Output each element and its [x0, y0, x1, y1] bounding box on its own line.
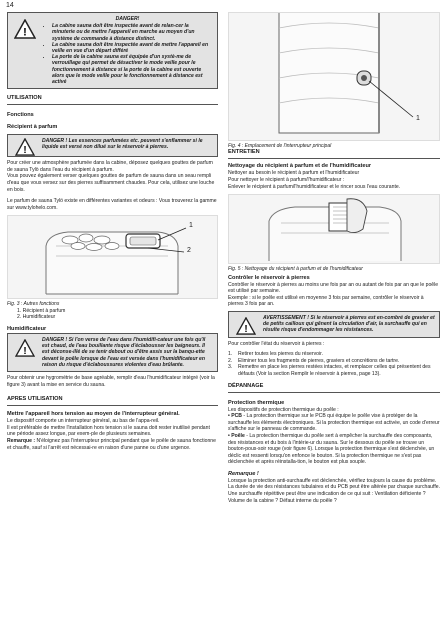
fig4-caption: Fig. 4 : Emplacement de l'interrupteur principal — [228, 143, 332, 149]
warning-icon — [8, 135, 42, 156]
pcb-label: • PCB — [228, 413, 242, 420]
sauna-heater-top-illustration — [8, 216, 217, 298]
poele-text: - La protection thermique du poêle sert à empêcher la surchauffe des composants, des résistances et du bois à l'intérie-ur du sauna. Sur le dessous du poêle se trouve un bouton-pous-soir rouge (voir figure 6). Lorsque la protection thermique s'est déclenchée, un déclic est ressenti lorsqu'on enfonce le bouton. Si la protection thermique ne s'est pas déclenchée et après réinstalla-tion, le bouton est plus souple. — [228, 432, 435, 466]
page-number: 14 — [6, 2, 14, 9]
fig3-item: 1. Récipient à parfum — [17, 307, 66, 314]
figure-4 — [228, 12, 440, 141]
apres-remark — [7, 438, 218, 451]
remark-label: Remarque : — [7, 437, 36, 444]
reservoir-heading: Contrôler le réservoir à pierres — [228, 274, 310, 281]
poele-paragraph — [228, 433, 440, 466]
svg-text:!: ! — [23, 145, 27, 157]
nettoyage-line: Pour nettoyer le récipient à parfum/l'humidificateur : — [228, 177, 345, 183]
left-column — [7, 12, 218, 451]
figure-3 — [7, 215, 218, 299]
poele-label: • Poêle — [228, 432, 245, 439]
callout-1: 1 — [416, 115, 420, 122]
reservoir-warning-text: AVERTISSEMENT ! Si le réservoir à pierres est en-combré de gravier et de petits cailloux qui gênent la circulation d'air, la surchauffe qui en résulte risque d'endommager les résistances. — [263, 314, 435, 334]
reservoir-intro: Pour contrôler l'état du réservoir à pierres : — [228, 340, 325, 347]
humidificateur-warning-text: DANGER ! Si l'on verse de l'eau dans l'humidifi-cateur une fois qu'il est chaud, de l'eau bouillante risque d'éclabousser les baigneurs. Il est déconse-illé de se tenir debout ou d'être assis sur la banqu-ette devant le poêle lorsque de l'eau est versée dans l'humidificateur en raison du risque d'éclaboussures violentes d'eau brûlante. — [42, 336, 206, 368]
nettoyage-line: Enlever le récipient à parfum/l'humidificateur et le rincer sous l'eau courante. — [228, 183, 401, 190]
reservoir-warning-box — [228, 311, 440, 338]
apres-paragraph: Il est préférable de mettre l'installation hors tension si le sauna doit rester inutilisé pendant une période assez longue, par exem-ple de plusieurs semaines. — [7, 424, 210, 438]
svg-text:!: ! — [244, 323, 248, 335]
reservoir-step — [228, 351, 440, 358]
step-text: Retirer toutes les pierres du réservoir. — [238, 351, 323, 358]
svg-text:!: ! — [23, 345, 27, 357]
protection-heading: Protection thermique — [228, 399, 285, 406]
step-number: 1. — [228, 351, 233, 358]
recipient-heading: Récipient à parfum — [7, 124, 58, 131]
nettoyage-heading: Nettoyage du récipient à parfum et de l'humidificateur — [228, 163, 372, 170]
recipient-warning-text: DANGER ! Les essences parfumées etc. peuvent s'enflammer si le liquide est versé non dilué sur le réservoir à pierres. — [42, 138, 203, 151]
remark-text: N'éloignez pas l'interrupteur principal pendant que le poêle de sauna fonctionne et chauffe, sauf si l'arrêt est nécessai-re en raison d'une panne ou d'une urgence. — [7, 437, 216, 451]
utilisation-heading: UTILISATION — [7, 95, 42, 102]
fig3-item: 2. Humidificateur — [17, 314, 56, 321]
svg-text:!: ! — [23, 26, 27, 39]
danger-title: DANGER! — [115, 16, 140, 22]
protection-intro: Les dispositifs de protection thermique du poêle : — [228, 406, 339, 413]
figure-5 — [228, 194, 440, 264]
remarque-paragraph: Lorsque la protection anti-surchauffe est déclenchée, vérifiez toujours la cause du problème. La durée de vie des résistances tubulaires et du PCB peut être altérée par chaque surchauffe. Une surchauffe répétitive peut être une indication de ce qui suit : Ventilation déficiente ? Volume de la cabine ? Défaut interne du poêle ? — [228, 477, 440, 504]
warning-icon — [8, 13, 42, 88]
right-column — [228, 12, 440, 504]
recipient-paragraph: Le parfum de sauna Tylö existe en différentes variantes et odeurs : Vous trouverez la gamme sur www.tylohelo.com. — [7, 198, 217, 211]
recipient-warning-box — [7, 134, 218, 157]
danger-bullet: • La cabine sauna doit être inspectée avant de mettre l'appareil en veille en vue d'un départ différé — [52, 42, 213, 54]
step-text: Remettre en place les pierres restées intactes, et remplacer celles qui présentent des défauts (Voir la section Remplir le réservoir à pierres, page 13). — [238, 364, 431, 377]
fig3-caption: Fig. 3 : Autres fonctions — [7, 301, 60, 308]
recipient-paragraph: Vous pouvez également verser quelques gouttes de parfum de sauna dans un seau rempli d'eau que vous versez sur des pierres suffisamment chaudes. Pour cela, utilisez une louche en bois. — [7, 173, 215, 193]
remarque-heading: Remarque ! — [228, 470, 259, 477]
divider — [228, 158, 440, 159]
apres-subheading: Mettre l'appareil hors tension au moyen de l'interrupteur général. — [7, 411, 180, 418]
entretien-heading: ENTRETIEN — [228, 149, 260, 156]
divider — [228, 392, 440, 393]
reservoir-step — [228, 364, 440, 377]
humidificateur-heading: Humidificateur — [7, 325, 47, 332]
pcb-text: - La protection thermique sur le PCB qui équipe le poêle vise à protéger de la surchauffe les éléments électroniques. Si la protection thermique est activée, un code d'erreur s'affiche sur le panneau de commande. — [228, 413, 440, 433]
nettoyage-line: Nettoyer au besoin le récipient à parfum et l'humidificateur — [228, 170, 360, 177]
recipient-paragraph: Pour créer une atmosphère parfumée dans la cabine, déposez quelques gouttes de parfum de sauna Tylö dans l'eau du récipient à parfum. — [7, 160, 213, 173]
step-number: 3. — [228, 364, 233, 371]
warning-icon — [229, 312, 263, 337]
apres-heading: APRES UTILISATION — [7, 396, 63, 403]
callout-2: 2 — [187, 247, 191, 255]
pcb-paragraph — [228, 413, 440, 433]
apres-paragraph: Le dispositif comporte un interrupteur général, au bas de l'appa-reil. — [7, 418, 160, 425]
humidificateur-warning-box — [7, 333, 218, 372]
warning-icon — [8, 334, 42, 371]
reservoir-paragraph: Exemple : si le poêle est utilisé en moyenne 3 fois par semaine, contrôler le réservoir à pierres 3 fois par an. — [228, 294, 424, 308]
danger-bullet: • La cabine sauna doit être inspectée avant de relan-cer la minuterie ou de mettre l'appareil en marche au moyen d'un système de commande à distance distinct. — [52, 23, 213, 42]
fig5-caption: Fig. 5 : Nettoyage du récipient à parfum et de l'humidificateur — [228, 266, 363, 273]
fonctions-heading: Fonctions — [7, 112, 34, 119]
divider — [7, 405, 218, 406]
step-number: 2. — [228, 357, 233, 364]
danger-bullet: • La porte de la cabine sauna est équipée d'un systè-me de verrouillage qui permet de désactiver le mode veille pour le fonctionnement à distance si la porte de la cabine est ouverte alors que le mode veille pour le fonctionnement à distance est activé — [52, 54, 213, 85]
depannage-heading: DÉPANNAGE — [228, 382, 264, 389]
danger-box — [7, 12, 218, 89]
reservoir-step — [228, 358, 440, 365]
heater-main-switch-illustration — [229, 13, 439, 140]
reservoir-paragraph: Contrôler le réservoir à pierres au moins une fois par an ou autant de fois par an que le poêle est utilisé par semaine. — [228, 281, 439, 295]
humidificateur-paragraph: Pour obtenir une hygrométrie de base agréable, remplir d'eau l'humidificateur intégré (voir la figure 3) avant la mise en service du sauna. — [7, 375, 215, 388]
callout-1: 1 — [189, 222, 193, 230]
cleaning-illustration — [229, 195, 439, 263]
divider — [7, 104, 218, 105]
step-text: Eliminer tous les fragments de pierres, graviers et concrétions de tartre. — [238, 357, 400, 364]
